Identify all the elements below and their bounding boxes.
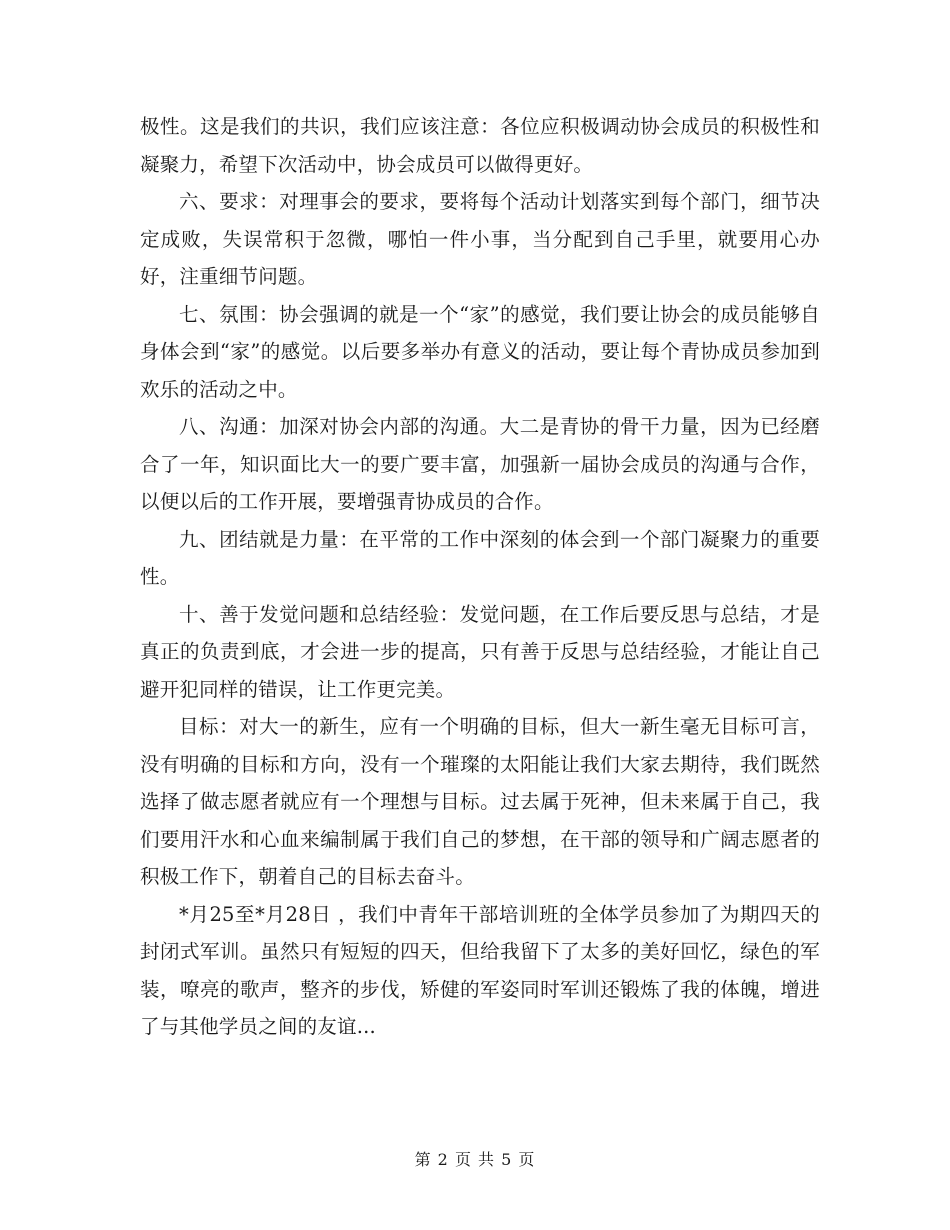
paragraph-communication: 八、沟通：加深对协会内部的沟通。大二是青协的骨干力量，因为已经磨合了一年，知识面比大一的要广要丰富，加强新一届协会成员的沟通与合作，以便以后的工作开展，要增强青协成员的合作。 [140,415,820,513]
paragraph-military-training: *月25至*月28日 ，我们中青年干部培训班的全体学员参加了为期四天的封闭式军训。虽然只有短短的四天，但给我留下了太多的美好回忆，绿色的军装，嘹亮的歌声，整齐的步伐，矫健的军姿同时军训还锻炼了我的体魄，增进了与其他学员之间的友谊... [140,902,820,1038]
page-number-footer: 第 2 页 共 5 页 [414,1150,536,1169]
paragraph-goals: 目标：对大一的新生，应有一个明确的目标，但大一新生毫无目标可言，没有明确的目标和方向，没有一个璀璨的太阳能让我们大家去期待，我们既然选择了做志愿者就应有一个理想与目标。过去属于死神，但未来属于自己，我们要用汗水和心血来编制属于我们自己的梦想，在干部的领导和广阔志愿者的积极工作下，朝着自己的目标去奋斗。 [140,715,820,888]
document-body [140,108,820,1046]
paragraph-atmosphere: 七、氛围：协会强调的就是一个“家”的感觉，我们要让协会的成员能够自身体会到“家”的感觉。以后要多举办有意义的活动，要让每个青协成员参加到欢乐的活动之中。 [140,302,820,401]
paragraph-summary-experience: 十、善于发觉问题和总结经验：发觉问题，在工作后要反思与总结，才是真正的负责到底，才会进一步的提高，只有善于反思与总结经验，才能让自己避开犯同样的错误，让工作更完美。 [140,602,820,701]
paragraph-requirements: 六、要求：对理事会的要求，要将每个活动计划落实到每个部门，细节决定成败，失误常积于忽微，哪怕一件小事，当分配到自己手里，就要用心办好，注重细节问题。 [140,190,820,288]
paragraph-unity: 九、团结就是力量：在平常的工作中深刻的体会到一个部门凝聚力的重要性。 [140,527,820,588]
paragraph-continuation: 极性。这是我们的共识，我们应该注意：各位应积极调动协会成员的积极性和凝聚力，希望下次活动中，协会成员可以做得更好。 [140,115,820,176]
